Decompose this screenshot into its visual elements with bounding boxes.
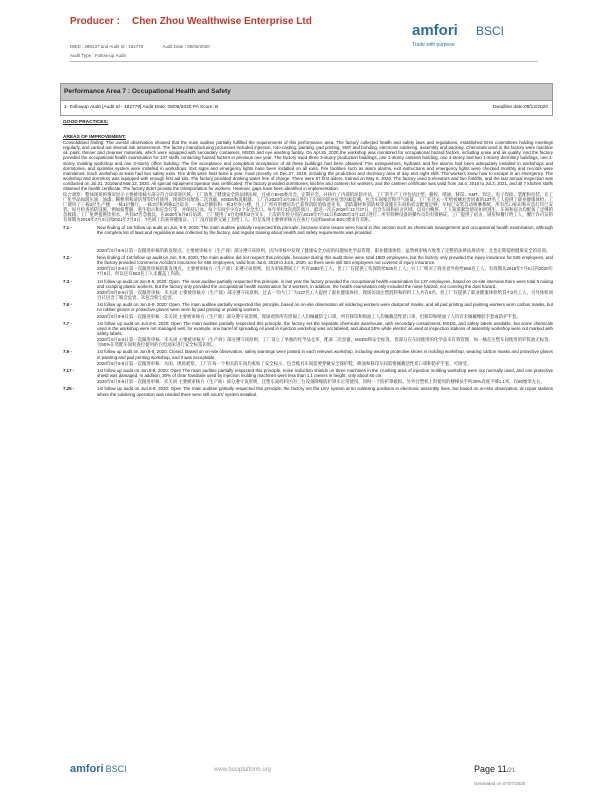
finding-number: 7.7 - <box>63 320 72 326</box>
dbid-text: DBID : 380237 and Audit Id : 182779 <box>70 44 144 49</box>
audit-date-text: Audit Date : 08/06/2020 <box>162 44 210 49</box>
audit-type-text: Audit Type : Follow-up Audit <box>70 53 126 58</box>
finding-number: 7.1 - <box>63 224 72 230</box>
section-title: Performance Area 7 : Occupational Health and Safety <box>60 83 553 101</box>
finding-text-en: 1st follow up audit on Jun.8-9, 2020: Open The main auditee partially respected this principle, noise reduction shields on three machines in the crushing area of injection molding workshop were not normally used, and one protective shield was damaged. In addition, 30% of clear handrails used by injection molding machines were less than 1.1 meters in height, only about 60 cm. <box>97 367 553 379</box>
performance-area-section <box>60 83 553 397</box>
finding-number: 7.3 - <box>63 278 72 284</box>
finding-text-cn: 2020年6月8-9日第一次跟进审核：未关闭 主要被审核方（生产商）部分遵守该原则，现场观察所有焊锡工人均佩戴防尘口罩，所有移印和喷油工人均佩戴活性炭口罩，但移印和喷油工人均有未佩戴橡胶手套或防护手套。 <box>97 313 521 319</box>
finding-item <box>60 279 553 301</box>
logo-word: amfori <box>412 22 458 39</box>
good-practices-heading: GOOD PRACTICES: <box>63 120 109 125</box>
generated-date: Generated on 07/07/2020 <box>474 781 526 786</box>
producer-name: Chen Zhou Wealthwise Enterprise Ltd <box>132 16 312 27</box>
deadline-text: Deadline date:09/12/2020 <box>493 105 548 110</box>
finding-number: 7.25 - <box>63 386 75 392</box>
followup-row <box>60 101 553 116</box>
finding-text-cn: 2020年6月8-9日第一次跟进审核：未关闭 主要被审核方（生产商）部分遵守该原则，工厂设立了单独的化学品仓库，配备二次容器，MSDS和安全标签，但部分在车间使用的化学品未有效管理，如一桶在注塑车间使用的铲胶油无标签，另50%在装配车间检查位使用的白电油未进行安全标签识别。 <box>97 337 553 348</box>
footer-logo <box>70 763 127 775</box>
producer-label: Producer : <box>70 16 121 27</box>
logo-tagline: Trade with purpose <box>412 42 455 48</box>
footer-logo-bsci: BSCI <box>105 764 127 774</box>
areas-summary-cn: 综合观察：整体现场的情况显示主要被审核方部分符合该绩效区域。工厂收集了健康安全的法律法规，且成立EHS委员会，定期开会，并执行了内部的风险评估。工厂的生产工序包括注塑、搪胶、喷油、移印、SMT、焊定、电子焊接、装配和包装。在工厂化学品如润压油、油漆、稀释剂和清洁剂等均有使用，现场均有配备二次容器，MSDS和洗眼器。工厂在2020年4月26日进行了车间的职业危害因素监测，包含车间噪音和空气质量。工厂在过去一年给接触危害因素的137名工人提供了职业健康体检。工厂使用了三栋3层生产楼，一栋1层餐厅，一栋2层和两栋1层宿舍，一栋1层搪胶和一栋3层办公楼，且工厂所有的楼房均已获得消防验收意见书，消防器材和消防栓等设施在车间和宿舍配置足够，车间已安装自动喷淋系统，所有出口标识和应急灯均已安装。每月检查消防设施，例如报警器、逃生指示和应急灯等，并保持记录。每个车间至少有2个安全出口。每年举行2次消防演习，最近一次在2019年12月27日，包含车间和宿舍区域，以及白晚班。工人知道紧急情况如何逃生。车间和宿舍均配备了足够的急救箱。工厂免费提供饮用水，共有57名急救员，在2020年5月8日培训。工厂使用了5台电梯和2台叉车，上次的年检分别在2019年7月31日和2020年3月12日进行。所有特种设备的操作员均有资格证。工厂提供了宿舍，厨房和餐厅给工人，餐厅许可证的有效期为2016年7月4日到2021年7月3日，7名厨工均获得健康证。工厂没有提供交通工具给工人。但是发现主要被审核方在执行方面和amfori BSCI要求有差距。 <box>63 191 553 223</box>
finding-item <box>60 302 553 318</box>
finding-number: 7.6 - <box>63 302 72 308</box>
followup-text: 1- Followup Audit [Audit Id - 182779] Audit Date: 08/06/2020 PA Score: B <box>64 105 219 110</box>
finding-text-en: 1st follow up audit on Jun.8-9, 2020: Closed. Based on on-site observation, safety warnings were posted in each relevant workshop, including wearing protective shoes in molding workshop, wearing carbon masks and protective gloves in painting and pad printing workshop, and it was acceptable. <box>97 349 553 360</box>
logo-bsci: BSCI <box>476 24 505 38</box>
finding-text-en: 1st follow up audit on Jun.8-9, 2020: Open The main auditee partially respected this principle, the factory set the LEV system at tin soldering positions in electronic assembly lines, but based on on-site observation, at repair stations where the soldering operation was needed there were still noLEV system installed. <box>97 386 553 397</box>
finding-text-cn: 2020年6月8-9日第一次跟进审核的新发现点。主要被审核方（生产商）未遵守该原则，因为审核期间工厂共有1883名工人，但工厂仅提供工伤保险给525名工人，另工厂购买了商业意外险给655名工人，有效期从2019年7月6日到2020年7月5日，所以还有503名工人未覆盖工伤险。 <box>97 266 553 277</box>
areas-heading: AREAS OF IMPROVEMENT: <box>63 135 126 140</box>
producer-block <box>70 16 332 27</box>
finding-text-en: New finding of 1st follow up audit on Jun. 8-9, 2020. The main auditee did not respect this principle, because during this audit there were total 1883 employees, but the factory only provided the injury insurance for 525 employees, and the factory provided Commerce Accident Insurance for 655 employees, valid from Jul.6, 2019 to Jul.5, 2020, so there were still 503 employees not covered of injury insurance. <box>97 254 553 266</box>
finding-item <box>60 255 553 277</box>
finding-text-cn: 2020年6月8-9日第一次跟进审核：未关闭 主要被审核方（生产商）部分遵守该原则，注塑车间碎料区的三台设备降噪防护罩未正常使用，同时一个防护罩破损。另外注塑机上料使用的楼梯扶手约30%高度不够1.1米，仅60厘米左右。 <box>97 379 545 385</box>
areas-summary-en: Consolidated finding: The overall observation showed that the main auditee partially fulfilled the requirements of this performance area. The factory collected health and safety laws and regulations, established EHS committees holding meetings regularly, and carried out internal risk assessment. The factory manufacturing processes included injection, roto-casting, painting, pad printing, SMT and bonding, electronic soldering, assembly and packing. Chemicals used in the factory were machine oil, paint, thinner and cleanser materials, which were equipped with secondary containers, MSDS and eye washing facility. On Apr.26, 2020 the workshop was monitored for occupational hazard factors, including noise and air quality. And the factory provided the occupational health examination for 137 staffs contacting hazard factors in previous one year. The factory used three 3-storey production buildings, one 1-storey canteen building, one 2-storey and two 1-storey dormitory buildings, one 1-storey molding workshop and one 3-storey office building. The fire acceptance and completion acceptance of all these buildings had been obtained. Fire extinguishers, hydrants and fire alarms had been adequately installed in workshops and dormitories, and sprinkler system were installed in workshops. Exit signs and emergency lights have been installed on all exits. Fire facilities such as alarm alarms, exit instructions and emergency lights were checked monthly and records were maintained. Each workshop at least had two safety exits. Fire drills were held twice a year, most recently on Dec.27, 2019, including the production and dormitory area of day and night shift. The workers knew how to escape in an emergency. The workshop and dormitory was equipped with enough first aid kits. The factory provided drinking water free of charge. There were 57 first aiders, trained on May 8, 2020. The factory used 5 elevators and two forklifts, and the last annual inspection was conducted on Jul.31, 2019and Mar.12, 2020. All special equipment operator was certificated. The factory provided dormitories, kitchen and canteen for workers, and the canteen certificate was valid from Jul.4, 2016 to Jul.3, 2021, and all 7 kitchen staffs obtained the health certificate. The factory didn't provide the transportation for workers. However, gaps have been identified in implementation. <box>63 140 553 192</box>
finding-number: 7.9 - <box>63 349 72 355</box>
page-label: Page <box>474 764 496 774</box>
amfori-bsci-logo <box>412 22 522 54</box>
finding-number: 7.17 - <box>63 367 75 373</box>
finding-item <box>60 368 553 384</box>
finding-text-en: 1st follow up audit on Jun.8-9, 2020: Open The main auditee partially respected this principle, the factory set the separate chemicals warehouse, with secondary containment, MSDS, and safety labels available, but some chemicals used in the workshop were not managed well, for example, one barrel of spreading oil used in injection workshop was not labeled, and about 50% white electric oil used at inspection stations of assembly workshop were not marked with safety labels. <box>97 320 553 336</box>
finding-text-cn: 2020年6月8-9日第一次跟进审核：未关闭 主要被审核方（生产商）部分遵守该原则，过去一年内工厂为137名工人提供了职业健康体检，现场访谈注塑混料和碎料工人共有5名，但工厂仅提供了职业健康体检给其中2名工人，另外体检项目只包含了噪音危害，未包含粉尘危害。 <box>97 289 553 301</box>
audit-meta <box>70 44 228 49</box>
finding-text-en: 1st follow up audit on Jun.8-9, 2020: Open. The main auditee partially respected this principle, based on on-site observation all soldering workers were dustproof masks, and all pad printing and painting workers worn carbon masks, but no rubber gloves or protective gloves were worn by pad printing or painting workers. <box>97 302 553 313</box>
header-divider <box>70 61 538 62</box>
finding-item <box>60 349 553 365</box>
footer-logo-word: amfori <box>70 763 104 775</box>
page-total: /21 <box>506 768 516 774</box>
finding-text-en: 1st follow up audit on Jun.8-9, 2020: Open. The main auditee partially respected this principle, in last year the factory provided the occupational health examination for 137 employees, based on on-site interview there were total 5 mixing and scraping plastic workers, but the factory only provided the occupational health examination for 2 workers, in addition, the health examination only included the noise hazard, not covering the dust hazard. <box>97 278 553 289</box>
finding-item <box>60 321 553 348</box>
finding-text-cn: 2020年6月8-9日第一次跟进审核：关闭。现场观察，工厂在每一个相关的车间均张贴了安全标示，包含模具车间需要穿戴安全保护鞋，喷油和移印车间需要佩戴活性炭口罩和防护手套，可接受。 <box>97 360 472 366</box>
page-current: 11 <box>497 764 507 774</box>
finding-item <box>60 225 553 253</box>
page-footer <box>0 760 600 800</box>
finding-text-cn: 2020年6月8-9日第一次跟进审核的新发现点。主要被审核方（生产商）部分遵守该原则，因为审核中发现了健康安全方面的问题如化学品管理，职业健康体检。虽然被审核方收集了完整的法律法规清单，且也定期提供健康安全的培训。 <box>97 247 551 253</box>
page-number <box>474 764 515 774</box>
finding-number: 7.2 - <box>63 254 72 260</box>
website-link[interactable]: www.bsciplatform.org <box>214 767 272 773</box>
finding-text-en: New finding of 1st follow up audit on Jun. 8-9, 2020. The main auditee partially respected this principle, because some issues were found in this section such as chemicals management and occupational health examination, although the complete list of laws and regulations was collected by the factory, and regular training about Health and safety requirements was provided. <box>97 224 553 235</box>
finding-item <box>60 386 553 396</box>
